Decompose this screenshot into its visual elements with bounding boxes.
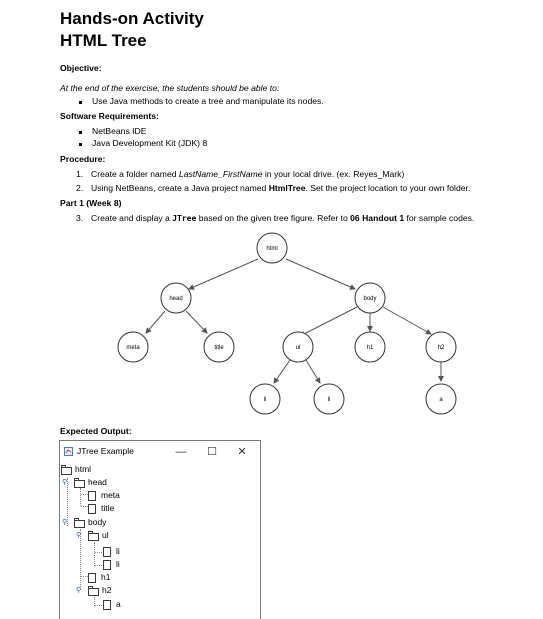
folder-icon [61, 467, 72, 475]
tree-connector [81, 494, 88, 495]
step-3-number: 3. [76, 213, 84, 223]
expected-output-label: Expected Output: [60, 426, 132, 436]
procedure-label: Procedure: [60, 154, 106, 164]
file-icon [103, 600, 111, 610]
maximize-button[interactable]: ☐ [207, 446, 217, 458]
tree-connector [67, 478, 68, 526]
node-label: li [327, 397, 331, 403]
tree-connector [95, 552, 102, 553]
software-item-netbeans: NetBeans IDE [92, 126, 147, 136]
node-label: li [263, 397, 267, 403]
objective-intro: At the end of the exercise, the students should be able to: [60, 83, 280, 93]
step-1-number: 1. [76, 169, 84, 179]
tree-connector [95, 605, 102, 606]
node-label: h1 [366, 345, 374, 351]
collapse-toggle-icon[interactable]: ⚲ [62, 479, 68, 486]
window-title: JTree Example [77, 446, 134, 456]
edge-head-title [186, 311, 207, 333]
step-3-text: Create and display a JTree based on the given tree figure. Refer to 06 Handout 1 for sample codes. [91, 213, 475, 223]
folder-icon [74, 480, 85, 488]
node-label: title [214, 345, 224, 351]
tree-connector [81, 506, 88, 507]
tree-connector [94, 542, 95, 566]
node-label: body [363, 296, 377, 302]
window-title-bar[interactable] [60, 441, 260, 463]
folder-icon [74, 520, 85, 528]
collapse-toggle-icon[interactable]: ⚲ [76, 587, 82, 594]
step-1-text: Create a folder named LastName_FirstName in your local drive. (ex. Reyes_Mark) [91, 169, 405, 179]
node-label: html [266, 246, 278, 252]
collapse-toggle-icon[interactable]: ⚲ [76, 532, 82, 539]
node-label: h2 [437, 345, 445, 351]
jtree-window: JTree Example — ☐ ✕ html ⚲ head meta title ⚲ body ⚲ ul li li h1 ⚲ h2 a [59, 440, 261, 619]
folder-icon [88, 533, 99, 541]
minimize-button[interactable]: — [175, 446, 187, 458]
tree-connector [95, 565, 102, 566]
edge-body-h2 [383, 307, 431, 334]
file-icon [88, 491, 96, 501]
node-label: a [439, 397, 443, 403]
edge-head-meta [146, 311, 165, 333]
edge-ul-li-2 [306, 360, 320, 383]
edge-body-ul [300, 307, 357, 336]
objective-item: Use Java methods to create a tree and manipulate its nodes. [92, 96, 324, 106]
java-app-icon [64, 447, 73, 456]
page-subtitle: HTML Tree [60, 31, 147, 50]
objective-label: Objective: [60, 63, 102, 73]
node-label: head [169, 296, 183, 302]
edge-html-body [286, 259, 355, 289]
tree-connector [81, 576, 88, 577]
file-icon [103, 560, 111, 570]
node-label: meta [126, 345, 140, 351]
collapse-toggle-icon[interactable]: ⚲ [62, 519, 68, 526]
step-2-text: Using NetBeans, create a Java project named HtmlTree. Set the project location to your own folder. [91, 183, 471, 193]
file-icon [103, 547, 111, 557]
node-label: ul [295, 345, 301, 351]
close-button[interactable]: ✕ [237, 446, 247, 458]
file-icon [88, 504, 96, 514]
edge-html-head [189, 259, 258, 289]
part-1-label: Part 1 (Week 8) [60, 198, 122, 208]
folder-icon [88, 588, 99, 596]
tree-connector [80, 488, 81, 506]
software-item-jdk: Java Development Kit (JDK) 8 [92, 138, 208, 148]
file-icon [88, 573, 96, 583]
software-label: Software Requirements: [60, 111, 159, 121]
edge-ul-li-1 [274, 360, 290, 383]
step-2-number: 2. [76, 183, 84, 193]
page-title: Hands-on Activity [60, 9, 204, 28]
